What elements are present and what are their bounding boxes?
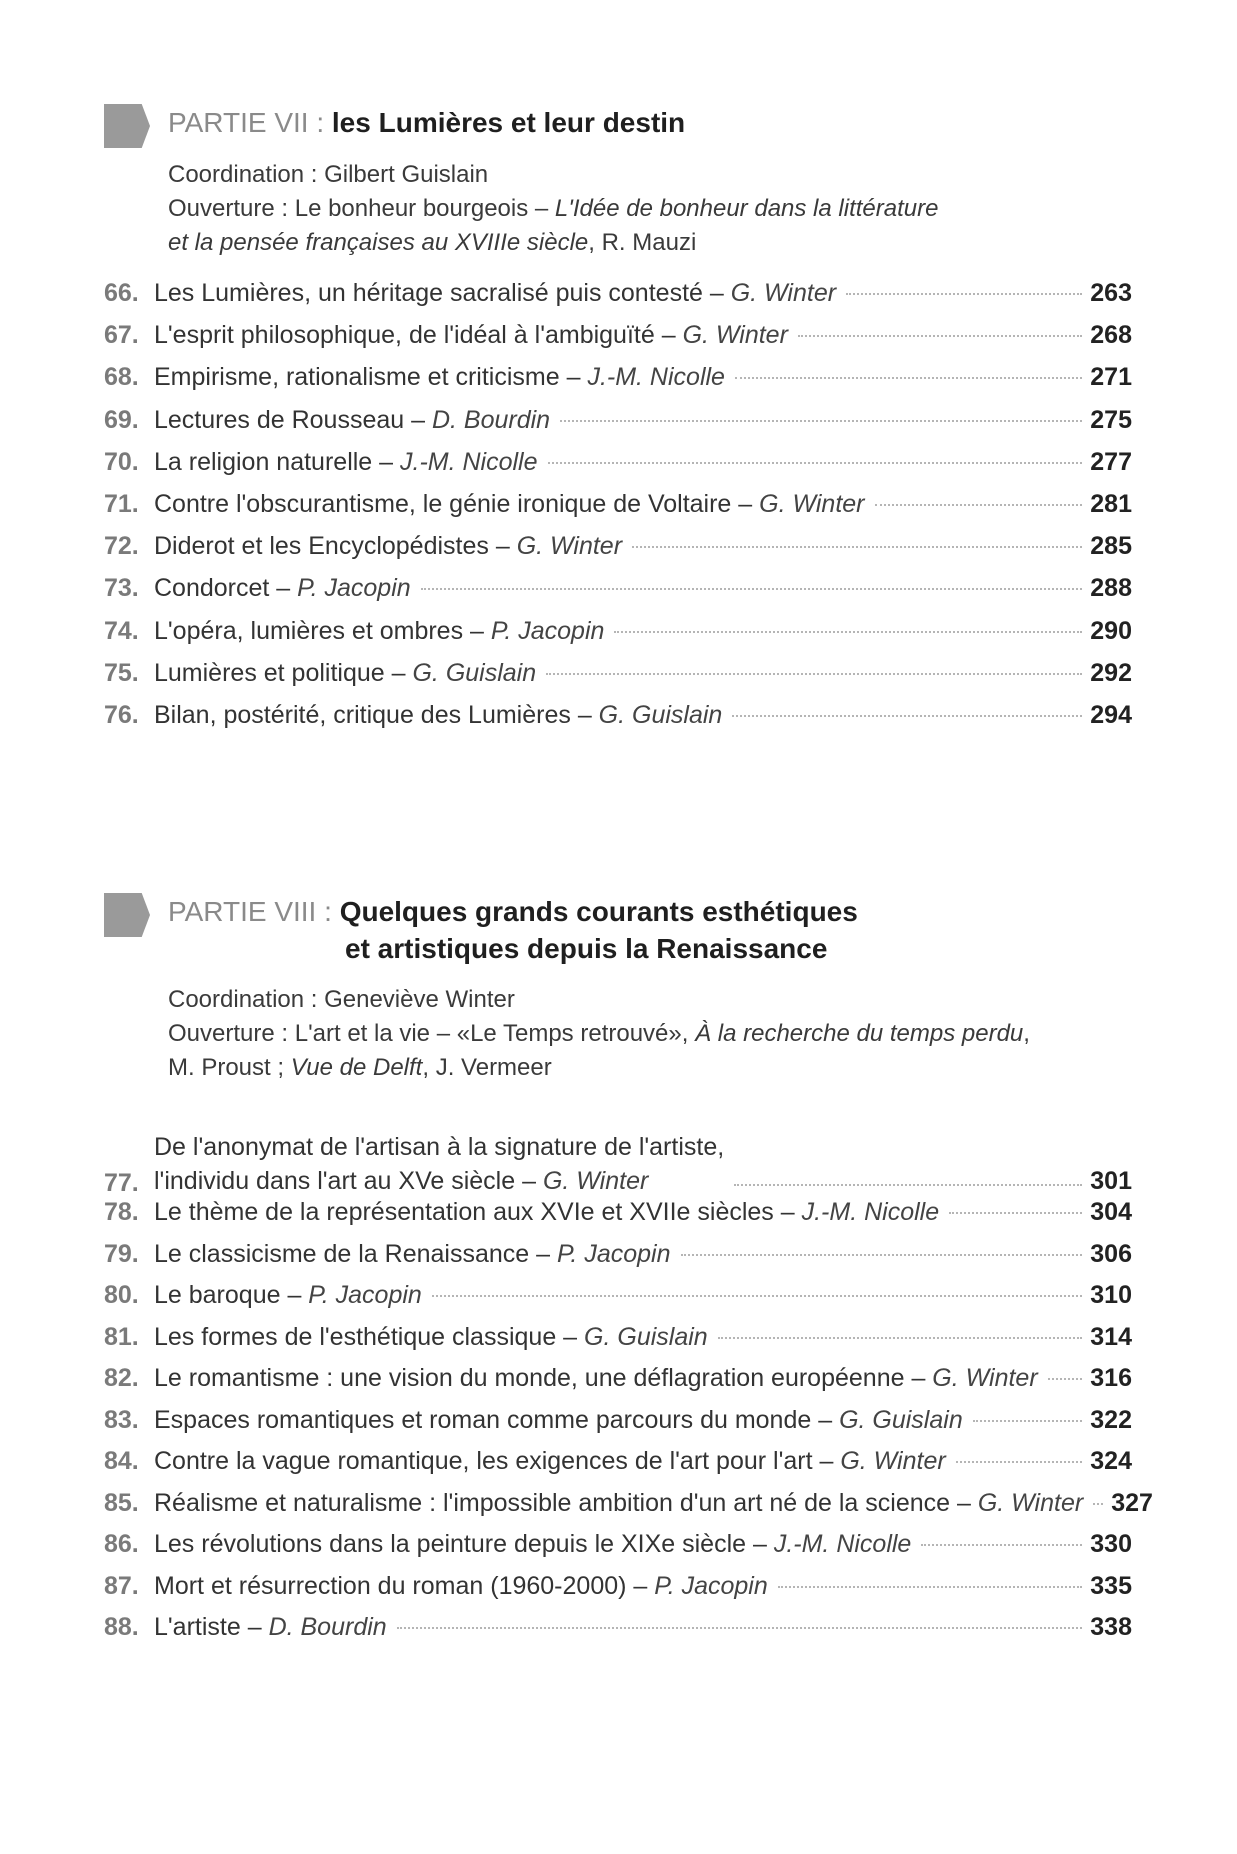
entry-title-text: Espaces romantiques et roman comme parcours du monde – (154, 1405, 840, 1434)
entry-author: P. Jacopin (308, 1281, 422, 1309)
entry-title (154, 1447, 946, 1476)
entry-title-text: Le romantisme : une vision du monde, une déflagration européenne – (154, 1364, 933, 1392)
entry-author: P. Jacopin (556, 1239, 671, 1268)
entry-title-text: Contre la vague romantique, les exigences de l'art pour l'art – (154, 1447, 841, 1475)
entry-page: 288 (1090, 574, 1132, 603)
part-8-ouverture (168, 1017, 1030, 1051)
entry-author: G. Winter (516, 532, 623, 561)
part-8-header (104, 893, 1134, 1093)
toc-entry[interactable] (104, 1447, 1132, 1489)
part-7-ouverture-author: , R. Mauzi (588, 229, 697, 256)
entry-title (154, 1281, 422, 1310)
leader-dots (397, 1627, 1083, 1629)
entry-title (154, 406, 550, 435)
entry-author: P. Jacopin (297, 574, 411, 603)
toc-entry[interactable] (104, 1114, 1132, 1198)
entry-page: 310 (1090, 1281, 1132, 1309)
entry-title (154, 1198, 939, 1227)
entry-title-text: L'artiste – (154, 1613, 269, 1641)
entry-title (154, 532, 622, 561)
entry-title (154, 574, 411, 603)
toc-entry[interactable] (104, 617, 1132, 659)
entry-page: 285 (1090, 532, 1132, 561)
part-7-label: PARTIE VII (168, 107, 309, 138)
toc-entry[interactable] (104, 1530, 1132, 1572)
entry-number: 70. (104, 447, 139, 476)
entry-title (154, 659, 536, 688)
leader-dots (798, 335, 1082, 337)
toc-entry[interactable] (104, 1323, 1132, 1365)
entry-page: 330 (1090, 1530, 1132, 1558)
leader-dots (421, 588, 1083, 590)
entry-title-text: Lectures de Rousseau – (154, 405, 432, 434)
part-7-ouverture-work: L'Idée de bonheur dans la littérature (554, 195, 939, 222)
entry-title (154, 448, 538, 477)
entry-title (154, 1489, 1083, 1518)
entry-title (154, 1323, 708, 1352)
entry-page: 263 (1090, 279, 1132, 307)
entry-author: G. Winter (977, 1488, 1084, 1517)
entry-page: 338 (1090, 1613, 1132, 1641)
part-8-ouverture-prefix: Ouverture : L'art et la vie – «Le Temps retrouvé», (168, 1020, 696, 1047)
entry-number: 77. (104, 1169, 139, 1197)
entry-page: 290 (1090, 616, 1132, 645)
entry-author: G. Winter (730, 279, 837, 307)
entry-title-text: Bilan, postérité, critique des Lumières – (154, 700, 599, 729)
entry-title-text: Lumières et politique – (154, 658, 413, 687)
part-7-title: les Lumières et leur destin (331, 107, 686, 138)
entry-title-text: La religion naturelle – (154, 447, 400, 476)
part-7-heading (168, 104, 685, 141)
entry-title (154, 1240, 671, 1269)
part-8-heading (168, 893, 858, 967)
part-8-ouverture-line2 (168, 1051, 552, 1085)
entry-author: J.-M. Nicolle (400, 447, 538, 476)
entry-page: 322 (1090, 1405, 1132, 1434)
part-8-ouverture-work: À la recherche du temps perdu (695, 1020, 1024, 1047)
leader-dots (778, 1586, 1083, 1588)
leader-dots (560, 420, 1082, 422)
entry-author: P. Jacopin (490, 616, 605, 645)
part-7-sep: : (308, 107, 332, 138)
entry-author: D. Bourdin (431, 405, 551, 434)
entry-author: G. Winter (682, 321, 788, 350)
entry-title-text: Condorcet – (154, 574, 298, 603)
entry-page: 306 (1090, 1239, 1132, 1268)
part-8-ouverture-suffix: , (1023, 1020, 1030, 1047)
entry-title-line1: De l'anonymat de l'artisan à la signature de l'artiste, (154, 1133, 725, 1161)
leader-dots (546, 673, 1082, 675)
toc-entry[interactable] (104, 701, 1132, 743)
leader-dots (614, 631, 1082, 633)
entry-number: 73. (104, 574, 139, 603)
part-8-label: PARTIE VIII (168, 896, 317, 927)
entry-number: 84. (104, 1447, 139, 1475)
entry-author: J.-M. Nicolle (773, 1530, 912, 1558)
toc-entry[interactable] (104, 448, 1132, 490)
entry-author: P. Jacopin (654, 1571, 768, 1600)
part-7-header (104, 104, 1134, 264)
entry-number: 78. (104, 1198, 139, 1226)
entry-title (154, 1364, 1038, 1393)
toc-entry[interactable] (104, 1240, 1132, 1282)
leader-dots (548, 462, 1083, 464)
entry-page: 301 (1090, 1167, 1132, 1195)
leader-dots (973, 1420, 1083, 1422)
entry-title-text: Les Lumières, un héritage sacralisé puis contesté – (154, 279, 731, 307)
entry-page: 304 (1090, 1198, 1132, 1226)
part-7-ouverture-work-cont: et la pensée françaises au XVIIIe siècle (168, 229, 589, 256)
entry-title-text: Diderot et les Encyclopédistes – (154, 532, 517, 561)
toc-entry[interactable] (104, 1364, 1132, 1406)
leader-dots (735, 377, 1082, 379)
entry-author: G. Winter (932, 1364, 1038, 1392)
entry-number: 83. (104, 1405, 139, 1434)
entry-page: 327 (1111, 1488, 1153, 1517)
entry-number: 80. (104, 1281, 139, 1309)
entry-author: G. Guislain (412, 658, 537, 687)
leader-dots (732, 715, 1082, 717)
toc-part-8 (104, 1114, 1153, 1655)
entry-number: 68. (104, 363, 139, 392)
toc-entry[interactable] (104, 1198, 1132, 1240)
leader-dots (1048, 1378, 1083, 1380)
entry-title (154, 1130, 724, 1198)
leader-dots (432, 1295, 1082, 1297)
entry-page: 281 (1090, 489, 1132, 518)
toc-entry[interactable] (104, 321, 1132, 363)
entry-title (154, 701, 722, 730)
entry-title (154, 321, 788, 350)
toc-entry[interactable] (104, 1572, 1132, 1614)
entry-page: 292 (1090, 658, 1132, 687)
entry-title-text: Le baroque – (154, 1281, 309, 1309)
entry-title-text: Les formes de l'esthétique classique – (154, 1322, 585, 1351)
entry-page: 294 (1090, 700, 1132, 729)
entry-page: 324 (1090, 1447, 1132, 1475)
toc-entry[interactable] (104, 1281, 1132, 1323)
entry-title-text: Le thème de la représentation aux XVIe et XVIIe siècles – (154, 1198, 802, 1226)
part-8-ouverture-author-2: , J. Vermeer (422, 1054, 552, 1081)
entry-number: 79. (104, 1239, 139, 1268)
toc-entry[interactable] (104, 490, 1132, 532)
entry-number: 76. (104, 700, 139, 729)
entry-title-text: L'esprit philosophique, de l'idéal à l'ambiguïté – (154, 321, 683, 350)
entry-number: 67. (104, 321, 139, 350)
entry-author: G. Winter (542, 1167, 649, 1195)
entry-number: 86. (104, 1530, 139, 1558)
entry-title-text: Mort et résurrection du roman (1960-2000) – (154, 1571, 655, 1600)
toc-part-8-list (104, 1198, 1153, 1655)
part-7-coordination: Coordination : Gilbert Guislain (168, 161, 489, 188)
part-8-coordination: Coordination : Geneviève Winter (168, 986, 515, 1013)
toc-part-7 (104, 279, 1132, 743)
toc-entry[interactable] (104, 659, 1132, 701)
entry-number: 75. (104, 658, 139, 687)
entry-title (154, 617, 604, 646)
entry-title-text: Réalisme et naturalisme : l'impossible ambition d'un art né de la science – (154, 1488, 978, 1517)
part-marker-icon (104, 104, 150, 148)
leader-dots (1093, 1503, 1103, 1505)
part-7-ouverture-prefix: Ouverture : Le bonheur bourgeois – (168, 195, 555, 222)
entry-title-line2: l'individu dans l'art au XVe siècle – (154, 1167, 543, 1195)
entry-author: J.-M. Nicolle (801, 1198, 940, 1226)
part-8-title: Quelques grands courants esthétiques (339, 896, 858, 927)
part-8-sep: : (316, 896, 340, 927)
entry-author: G. Winter (759, 489, 865, 518)
entry-page: 271 (1090, 363, 1132, 392)
entry-title (154, 1406, 963, 1435)
entry-number: 66. (104, 279, 139, 307)
leader-dots (875, 504, 1083, 506)
toc-entry[interactable] (104, 574, 1132, 616)
toc-entry[interactable] (104, 363, 1132, 405)
entry-author: G. Guislain (584, 1322, 708, 1351)
leader-dots (734, 1184, 1082, 1186)
entry-page: 335 (1090, 1571, 1132, 1600)
leader-dots (718, 1337, 1083, 1339)
leader-dots (632, 546, 1082, 548)
entry-author: G. Winter (840, 1447, 946, 1475)
part-marker-icon (104, 893, 150, 937)
toc-entry[interactable] (104, 279, 1132, 321)
entry-title (154, 1613, 387, 1642)
entry-title (154, 1530, 911, 1559)
part-7-ouverture (168, 192, 938, 226)
entry-number: 69. (104, 405, 139, 434)
toc-entry[interactable] (104, 406, 1132, 448)
entry-page: 268 (1090, 321, 1132, 350)
leader-dots (681, 1254, 1083, 1256)
part-8-ouverture-author-1: M. Proust ; (168, 1054, 291, 1081)
entry-title-text: Empirisme, rationalisme et criticisme – (154, 363, 588, 392)
entry-title-text: L'opéra, lumières et ombres – (154, 616, 491, 645)
entry-author: D. Bourdin (268, 1613, 387, 1641)
toc-entry[interactable] (104, 1406, 1132, 1448)
toc-entry[interactable] (104, 532, 1132, 574)
entry-number: 72. (104, 532, 139, 561)
toc-entry[interactable] (104, 1488, 1153, 1531)
leader-dots (846, 293, 1082, 295)
entry-title-text: Contre l'obscurantisme, le génie ironique de Voltaire – (154, 489, 760, 518)
entry-author: G. Guislain (839, 1405, 963, 1434)
entry-title-text: Le classicisme de la Renaissance – (154, 1239, 557, 1268)
toc-entry[interactable] (104, 1613, 1132, 1655)
entry-title (154, 1572, 768, 1601)
entry-number: 87. (104, 1571, 139, 1600)
entry-number: 88. (104, 1613, 139, 1641)
entry-page: 275 (1090, 405, 1132, 434)
entry-page: 316 (1090, 1364, 1132, 1392)
entry-author: J.-M. Nicolle (587, 363, 725, 392)
entry-author: G. Guislain (598, 700, 723, 729)
entry-title (154, 279, 836, 308)
entry-title (154, 490, 865, 519)
entry-title (154, 363, 725, 392)
leader-dots (949, 1212, 1082, 1214)
entry-number: 82. (104, 1364, 139, 1392)
leader-dots (921, 1544, 1082, 1546)
leader-dots (956, 1461, 1083, 1463)
entry-number: 71. (104, 489, 139, 518)
part-7-ouverture-line2 (168, 226, 696, 260)
part-8-title-line2: et artistiques depuis la Renaissance (345, 933, 828, 964)
part-8-ouverture-painting: Vue de Delft (290, 1054, 423, 1081)
entry-number: 85. (104, 1488, 139, 1517)
entry-number: 81. (104, 1322, 139, 1351)
entry-page: 277 (1090, 447, 1132, 476)
entry-number: 74. (104, 616, 139, 645)
entry-title-text: Les révolutions dans la peinture depuis le XIXe siècle – (154, 1530, 774, 1558)
entry-page: 314 (1090, 1322, 1132, 1351)
